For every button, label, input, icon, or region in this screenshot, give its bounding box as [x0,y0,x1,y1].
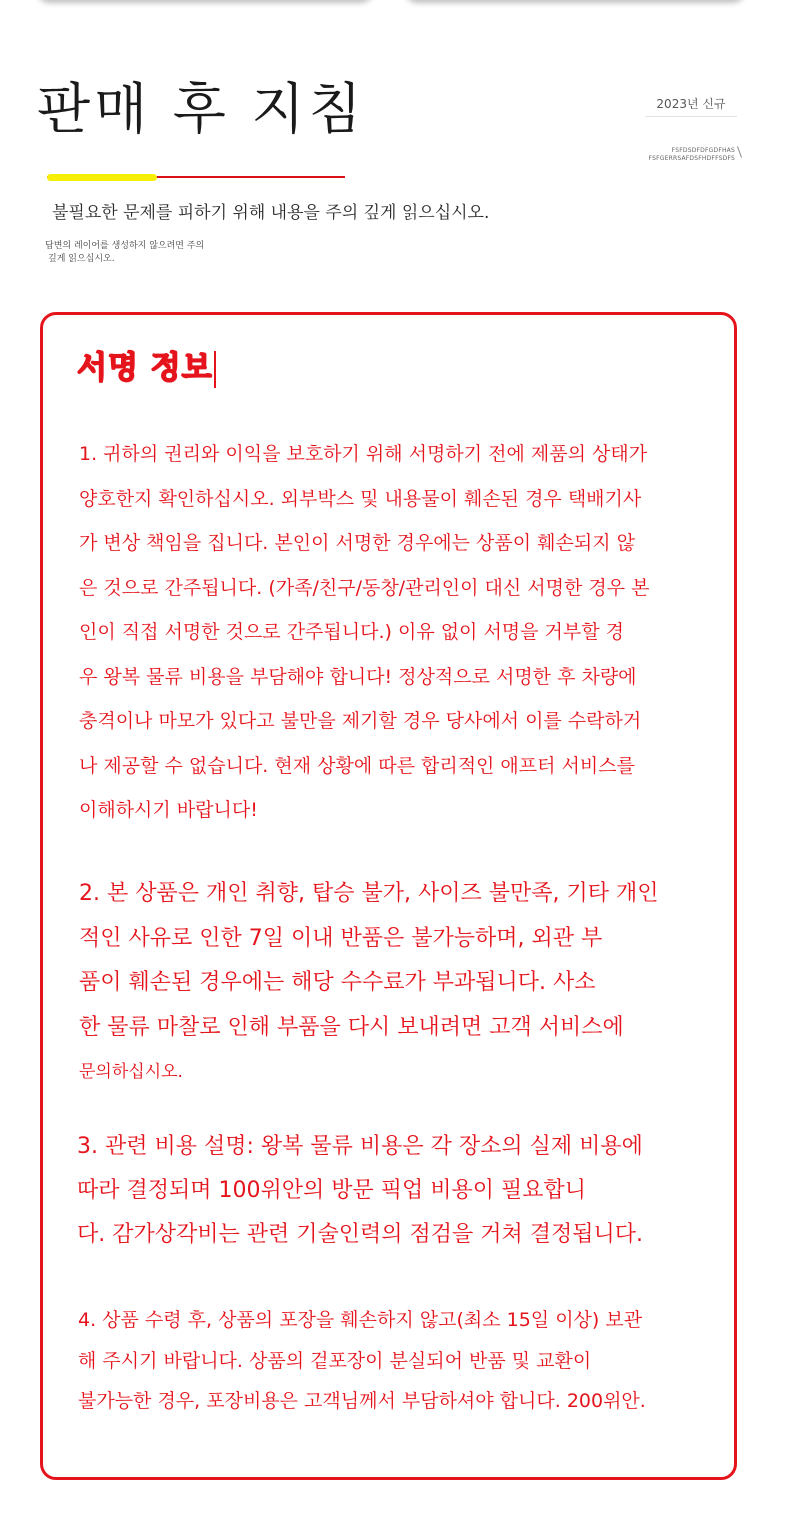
paragraph-4 [78,1300,646,1422]
code-text [649,147,735,163]
paragraph-line: 따라 결정되며 100위안의 방문 픽업 비용이 필요합니 [77,1178,586,1203]
paragraph-line: 충격이나 마모가 있다고 불만을 제기할 경우 당사에서 이를 수락하거 [79,710,642,732]
small-note-line: 답변의 레이어를 생성하지 않으려면 주의 [45,241,205,251]
paragraph-line: 다. 감가상각비는 관련 기술인력의 점검을 거쳐 결정됩니다. [77,1222,643,1247]
paragraph-3 [77,1125,643,1257]
paragraph-line: 가 변상 책임을 집니다. 본인이 서명한 경우에는 상품이 훼손되지 않 [79,532,635,554]
paragraph-line: 한 물류 마찰로 인해 부품을 다시 보내려면 고객 서비스에 [79,1014,624,1040]
paragraph-line: 인이 직접 서명한 것으로 간주됩니다.) 이유 없이 서명을 거부할 경 [79,621,625,643]
paragraph-line: 적인 사유로 인한 7일 이내 반품은 불가능하며, 외관 부 [79,925,603,951]
paragraph-line: 2. 본 상품은 개인 취향, 탑승 불가, 사이즈 불만족, 기타 개인 [79,881,659,906]
page-title: 판매 후 지침 [37,77,366,141]
code-line: FSFDSDFDFGDFHAS [671,147,735,154]
section-heading: 서명 정보 [77,350,213,386]
paragraph-line: 3. 관련 비용 설명: 왕복 물류 비용은 각 장소의 실제 비용에 [77,1134,643,1159]
paragraph-line: 품이 훼손된 경우에는 해당 수수료가 부과됩니다. 사소 [79,970,596,995]
intro-small-note [45,240,285,266]
paragraph-line: 우 왕복 물류 비용을 부담해야 합니다! 정상적으로 서명한 후 차량에 [79,665,637,688]
paragraph-line: 1. 귀하의 권리와 이익을 보호하기 위해 서명하기 전에 제품의 상태가 [79,443,648,465]
title-underline-yellow [47,174,157,181]
paragraph-line: 해 주시기 바랍니다. 상품의 겉포장이 분실되어 반품 및 교환이 [78,1349,592,1372]
small-note-line: 깊게 읽으십시오. [48,254,115,264]
code-mark-divider [737,146,742,158]
paragraph-line: 은 것으로 간주됩니다. (가족/친구/동창/관리인이 대신 서명한 경우 본 [79,576,650,599]
heading-accent-bar [214,351,216,388]
paragraph-line: 나 제공할 수 없습니다. 현재 상황에 따른 합리적인 애프터 서비스를 [79,754,635,777]
paragraph-1 [79,432,650,833]
intro-subtitle: 불필요한 문제를 피하기 위해 내용을 주의 깊게 읽으십시오. [52,203,490,223]
year-tag: 2023년 신규 [645,96,737,117]
paragraph-line: 4. 상품 수령 후, 상품의 포장을 훼손하지 않고(최소 15일 이상) 보관 [78,1309,643,1331]
paragraph-line: 양호한지 확인하십시오. 외부박스 및 내용물이 훼손된 경우 택배기사 [79,487,642,510]
paragraph-line: 문의하십시오. [79,1062,183,1082]
paragraph-2 [79,872,658,1095]
code-line: FSFGERRSAFDSFHDFFSDFS [648,155,735,162]
paragraph-line: 이해하시기 바랍니다! [79,799,258,821]
paragraph-line: 불가능한 경우, 포장비용은 고객님께서 부담하셔야 합니다. 200위안. [78,1390,646,1412]
